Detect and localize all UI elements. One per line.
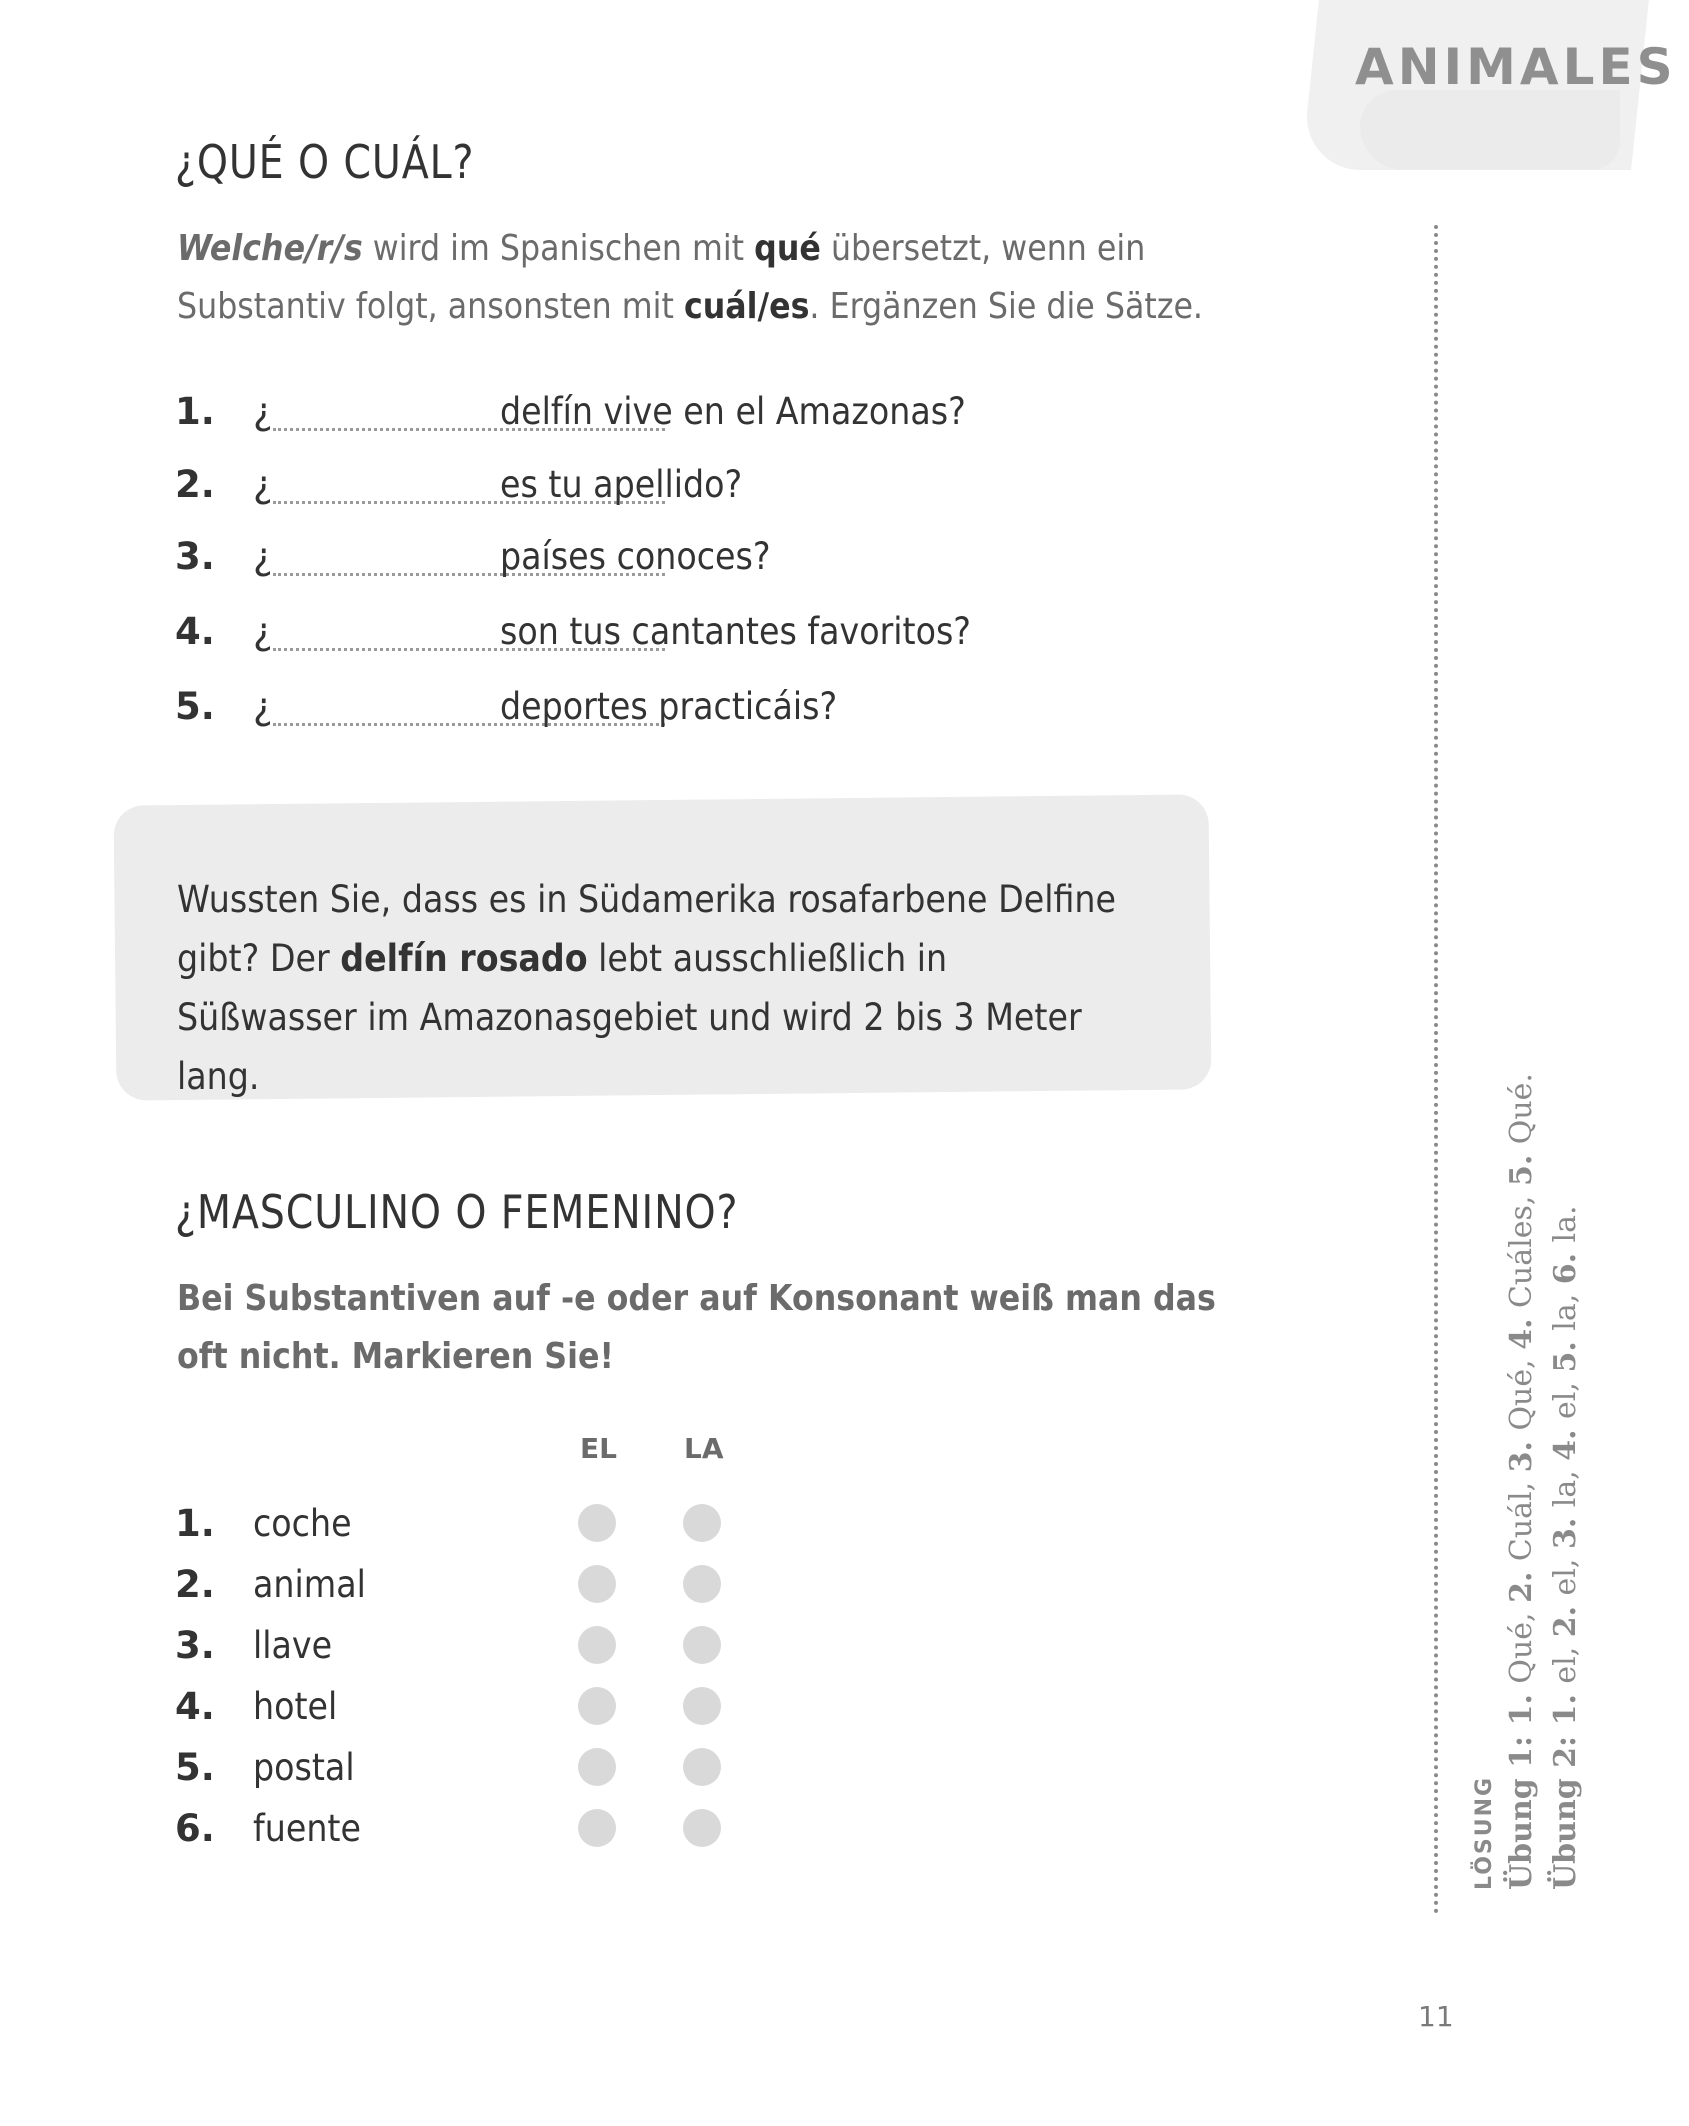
column-header-la: LA <box>684 1432 724 1465</box>
solution-segment: Qué, <box>1504 1602 1539 1684</box>
solution-block <box>1470 1073 1588 1890</box>
solution-segment: Übung 1: 1. <box>1504 1683 1539 1890</box>
item-word: hotel <box>253 1685 338 1728</box>
solution-segment: 6. <box>1548 1242 1583 1285</box>
item-text: delfín vive en el Amazonas? <box>500 390 966 433</box>
solution-segment: el, <box>1548 1372 1583 1419</box>
solution-line-1 <box>1500 1073 1544 1890</box>
radio-la[interactable] <box>683 1504 721 1542</box>
radio-la[interactable] <box>683 1626 721 1664</box>
item-word: llave <box>253 1624 333 1667</box>
solution-segment: 3. <box>1504 1430 1539 1473</box>
solution-segment: Cuál, <box>1504 1472 1539 1562</box>
item-number: 3. <box>175 535 215 578</box>
radio-la[interactable] <box>683 1809 721 1847</box>
item-number: 4. <box>175 610 215 653</box>
exercise1-instruction: Welche/r/s wird im Spanischen mit qué übersetzt, wenn ein Substantiv folgt, ansonsten mit cuál/es. Ergänzen Sie die Sätze. <box>177 228 1204 327</box>
item-number: 5. <box>175 1746 215 1789</box>
item-number: 2. <box>175 1563 215 1606</box>
solution-segment: Cuáles, <box>1504 1186 1539 1309</box>
solution-label: LÖSUNG <box>1472 1775 1497 1890</box>
item-number: 3. <box>175 1624 215 1667</box>
inverted-question-mark: ¿ <box>253 535 273 578</box>
radio-el[interactable] <box>578 1626 616 1664</box>
solution-segment: 2. <box>1504 1561 1539 1603</box>
item-word: postal <box>253 1746 355 1789</box>
solution-segment: 2. <box>1548 1595 1583 1638</box>
radio-el[interactable] <box>578 1687 616 1725</box>
item-word: animal <box>253 1563 366 1606</box>
item-number: 2. <box>175 463 215 506</box>
page-number: 11 <box>1418 2000 1454 2033</box>
section-tag: ANIMALES <box>1355 38 1677 96</box>
radio-el[interactable] <box>578 1748 616 1786</box>
exercise2-title: ¿MASCULINO O FEMENINO? <box>175 1185 739 1239</box>
header-brush-decoration-2 <box>1360 90 1620 170</box>
solution-segment: la, <box>1548 1460 1583 1508</box>
solution-segment: 5. <box>1504 1144 1539 1187</box>
item-word: fuente <box>253 1807 361 1850</box>
item-number: 1. <box>175 1502 215 1545</box>
info-box-text: Wussten Sie, dass es in Südamerika rosafarbene Delfine gibt? Der delfín rosado lebt ausschließlich in Süßwasser im Amazonasgebiet und wird 2 bis 3 Meter lang. <box>177 878 1117 1098</box>
radio-la[interactable] <box>683 1687 721 1725</box>
item-text: países conoces? <box>500 535 771 578</box>
column-header-el: EL <box>580 1432 617 1465</box>
inverted-question-mark: ¿ <box>253 463 273 506</box>
inverted-question-mark: ¿ <box>253 390 273 433</box>
solution-segment: 4. <box>1504 1308 1539 1350</box>
radio-el[interactable] <box>578 1504 616 1542</box>
solution-line-2 <box>1544 1073 1588 1890</box>
item-number: 1. <box>175 390 215 433</box>
radio-el[interactable] <box>578 1565 616 1603</box>
dotted-divider <box>1434 225 1438 1915</box>
exercise1-title: ¿QUÉ O CUÁL? <box>175 135 475 189</box>
item-text: deportes practicáis? <box>500 685 838 728</box>
inverted-question-mark: ¿ <box>253 685 273 728</box>
item-word: coche <box>253 1502 352 1545</box>
solution-segment: Qué. <box>1504 1073 1539 1145</box>
solution-segment: Qué, <box>1504 1349 1539 1431</box>
item-number: 4. <box>175 1685 215 1728</box>
solution-segment: 4. <box>1548 1418 1583 1461</box>
radio-la[interactable] <box>683 1565 721 1603</box>
solution-segment: Übung 2: 1. <box>1548 1683 1583 1890</box>
item-number: 6. <box>175 1807 215 1850</box>
inverted-question-mark: ¿ <box>253 610 273 653</box>
solution-segment: 5. <box>1548 1330 1583 1373</box>
exercise2-instruction: Bei Substantiven auf -e oder auf Konsonant weiß man das oft nicht. Markieren Sie! <box>177 1278 1216 1377</box>
item-text: es tu apellido? <box>500 463 743 506</box>
radio-el[interactable] <box>578 1809 616 1847</box>
item-text: son tus cantantes favoritos? <box>500 610 971 653</box>
solution-segment: la, <box>1548 1284 1583 1331</box>
solution-segment: el, <box>1548 1549 1583 1596</box>
solution-segment: el, <box>1548 1637 1583 1684</box>
radio-la[interactable] <box>683 1748 721 1786</box>
item-number: 5. <box>175 685 215 728</box>
solution-segment: la. <box>1548 1205 1583 1243</box>
solution-segment: 3. <box>1548 1507 1583 1550</box>
